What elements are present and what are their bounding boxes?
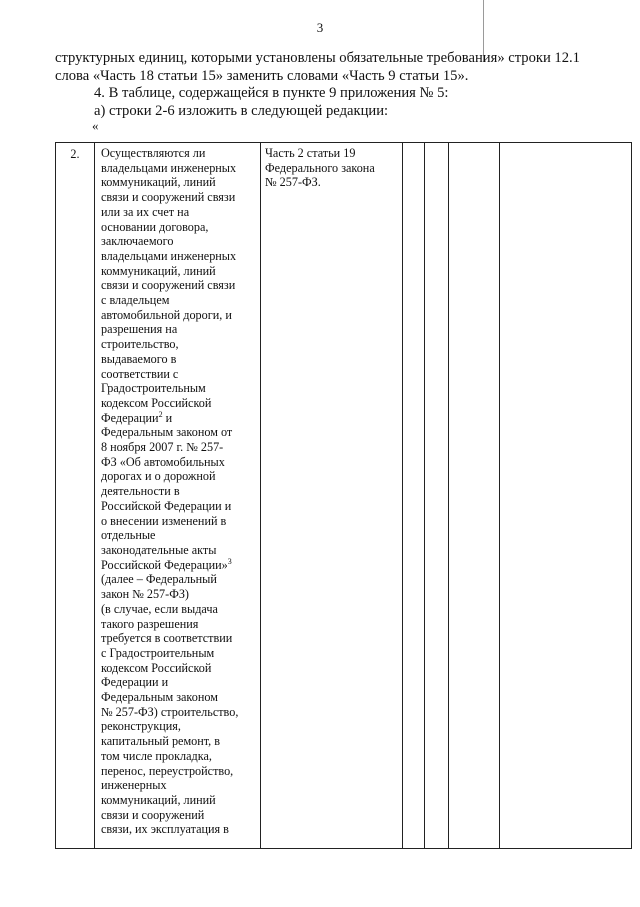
intro-line-3: 4. В таблице, содержащейся в пункте 9 приложения № 5:	[94, 85, 449, 101]
page-number: 3	[316, 20, 324, 35]
table-row	[56, 143, 632, 849]
requirements-table	[55, 142, 632, 849]
intro-line-2: слова «Часть 18 статьи 15» заменить словами «Часть 9 статьи 15».	[55, 67, 469, 84]
empty-cell-3	[449, 143, 500, 849]
intro-line-1: структурных единиц, которыми установлены обязательные требования» строки 12.1	[55, 50, 580, 66]
row-number: 2.	[56, 143, 95, 849]
footnote-marker-2: 2	[158, 409, 163, 419]
requirement-text-part-1: Осуществляются ли владельцами инженерных коммуникаций, линий связи и сооружений связи или за их счет на основании договора, заключаемого владельцами инженерных коммуникаций, линий связи и сооружений связи с владельцем автомобильной дороги, и разрешения на строительство, выдаваемого в соответствии с Градостроительным кодексом Российской Федерации	[101, 146, 237, 425]
empty-cell-4	[500, 143, 632, 849]
empty-cell-2	[425, 143, 449, 849]
intro-text	[55, 50, 615, 132]
footnote-marker-3: 3	[227, 556, 232, 566]
opening-quote-mark: «	[92, 118, 99, 133]
requirement-text-part-2: и Федеральным законом от 8 ноября 2007 г. № 257- ФЗ «Об автомобильных дорогах и о дорожной деятельности в Российской Федерации и о внесении изменений в отдельные законодательные акты Российской Федерации»	[101, 410, 233, 572]
requirement-text	[95, 143, 261, 849]
empty-cell-1	[403, 143, 425, 849]
legal-reference: Часть 2 статьи 19 Федерального закона № 257-ФЗ.	[261, 143, 403, 849]
intro-line-4: а) строки 2-6 изложить в следующей редакции:	[94, 102, 389, 119]
requirement-text-part-3: (далее – Федеральный закон № 257-ФЗ) (в случае, если выдача такого разрешения требуется в соответствии с Градостроительным кодексом Российской Федерации и Федеральным законом № 257-ФЗ) строительство, реконструкция, капитальный ремонт, в том числе прокладка, перенос, переустройство, инженерных коммуникаций, линий связи и сооружений связи, их эксплуатация в	[101, 572, 239, 837]
